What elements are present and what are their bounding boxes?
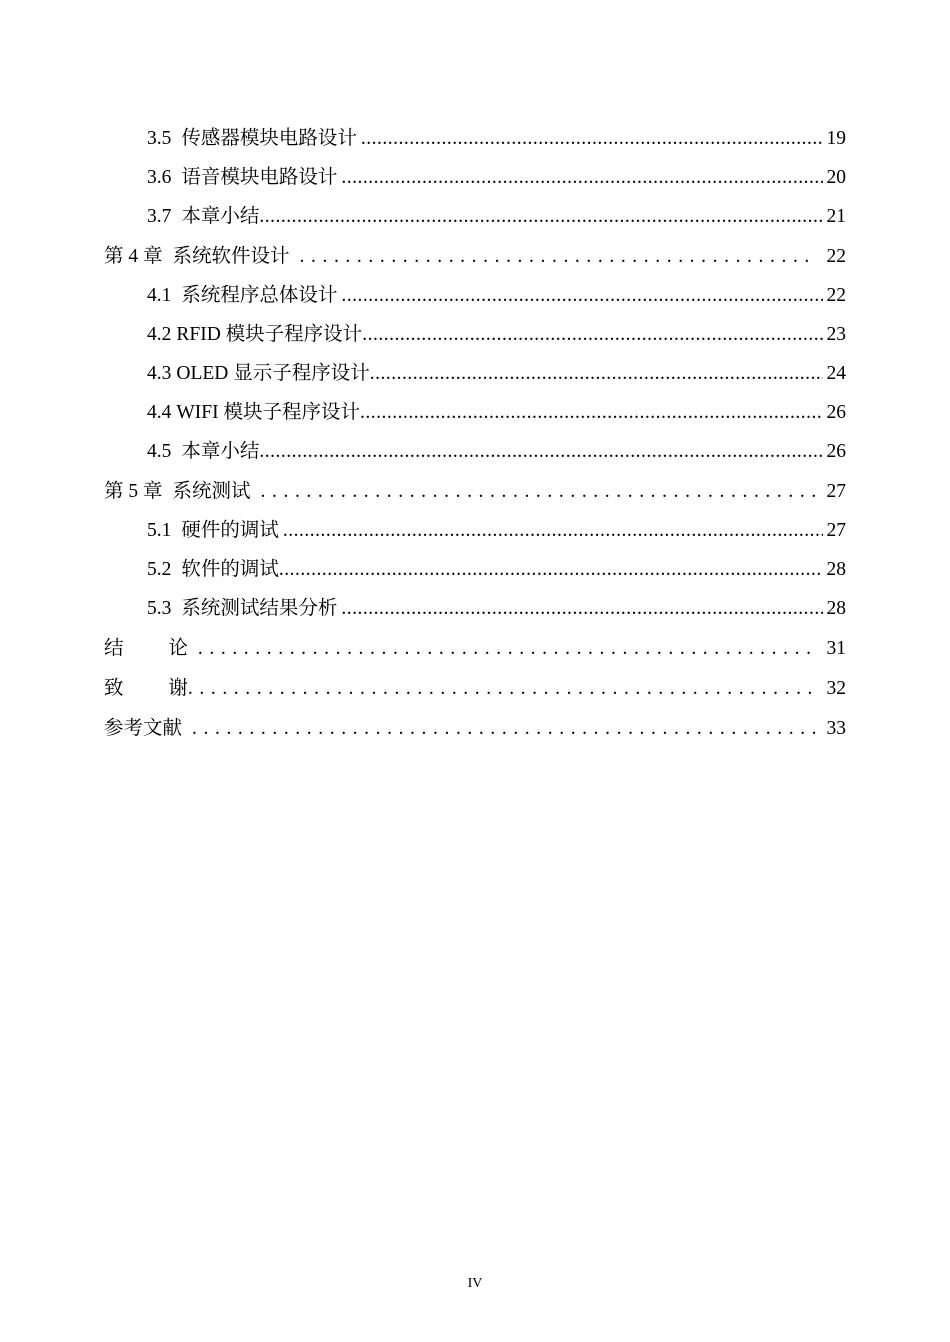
toc-entry-4-4[interactable]	[147, 398, 846, 428]
dot-leader	[341, 594, 822, 624]
page-number: 26	[826, 441, 846, 462]
toc-entry-4-5[interactable]	[147, 437, 846, 467]
toc-entry-label	[147, 516, 279, 546]
page-number: 23	[826, 324, 846, 345]
toc-entry-3-7[interactable]	[147, 202, 846, 232]
toc-acknowledgement[interactable]	[104, 674, 846, 704]
section-title: 硬件的调试	[181, 520, 279, 541]
section-number: 3.6	[147, 167, 172, 188]
page-number: 26	[826, 402, 846, 423]
page-number: 19	[826, 128, 846, 149]
chapter-title: 参考文献	[104, 718, 183, 739]
dot-leader	[361, 124, 823, 154]
toc-entry-label	[147, 437, 259, 467]
dot-leader	[370, 359, 823, 389]
chapter-title: 系统软件设计	[172, 246, 290, 267]
dot-leader	[300, 242, 817, 272]
toc-entry-label	[104, 634, 188, 664]
dot-leader	[188, 674, 817, 704]
chapter-title: 系统测试	[172, 481, 251, 502]
toc-entry-label	[147, 320, 362, 350]
page-number: 33	[826, 718, 846, 739]
dot-leader	[362, 320, 822, 350]
chapter-number: 第 4 章	[104, 246, 163, 267]
toc-entry-label	[147, 555, 279, 585]
chapter-number: 第 5 章	[104, 481, 163, 502]
page-number: 28	[826, 559, 846, 580]
section-title: 系统测试结果分析	[181, 598, 338, 619]
section-title: OLED 显示子程序设计	[176, 363, 370, 384]
dot-leader	[360, 398, 823, 428]
chapter-title: 致 谢	[104, 678, 188, 699]
toc-entry-5-3[interactable]	[147, 594, 846, 624]
section-title: RFID 模块子程序设计	[176, 324, 363, 345]
section-title: 系统程序总体设计	[181, 285, 338, 306]
toc-entry-4-1[interactable]	[147, 281, 846, 311]
dot-leader	[283, 516, 823, 546]
page-number: 22	[826, 246, 846, 267]
section-number: 5.1	[147, 520, 172, 541]
dot-leader	[341, 281, 822, 311]
toc-entry-3-6[interactable]	[147, 163, 846, 193]
section-title: 语音模块电路设计	[181, 167, 338, 188]
toc-references[interactable]	[104, 714, 846, 744]
page-number: 31	[826, 638, 846, 659]
page-number: 20	[826, 167, 846, 188]
section-number: 4.5	[147, 441, 172, 462]
toc-entry-label	[147, 359, 370, 389]
page-number: 27	[826, 481, 846, 502]
chapter-title: 结 论	[104, 638, 188, 659]
section-title: 软件的调试	[181, 559, 279, 580]
toc-entry-4-3[interactable]	[147, 359, 846, 389]
footer-page-number: IV	[467, 1276, 483, 1291]
section-number: 5.3	[147, 598, 172, 619]
dot-leader	[261, 477, 817, 507]
toc-entry-5-2[interactable]	[147, 555, 846, 585]
toc-entry-3-5[interactable]	[147, 124, 846, 154]
section-number: 3.7	[147, 206, 172, 227]
page-number: 28	[826, 598, 846, 619]
section-title: 本章小结	[181, 206, 260, 227]
toc-entry-4-2[interactable]	[147, 320, 846, 350]
toc-entry-label	[147, 163, 337, 193]
page-number: 27	[826, 520, 846, 541]
toc-conclusion[interactable]	[104, 634, 846, 664]
dot-leader	[192, 714, 816, 744]
dot-leader	[259, 437, 822, 467]
section-title: 本章小结	[181, 441, 260, 462]
toc-entry-label	[147, 398, 360, 428]
toc-entry-5-1[interactable]	[147, 516, 846, 546]
section-number: 4.2	[147, 324, 172, 345]
toc-chapter-4[interactable]	[104, 242, 846, 272]
toc-chapter-5[interactable]	[104, 477, 846, 507]
toc-entry-label	[104, 242, 290, 272]
section-number: 3.5	[147, 128, 172, 149]
page-number: 21	[826, 206, 846, 227]
toc-entry-label	[104, 674, 188, 704]
page-number: 22	[826, 285, 846, 306]
section-title: WIFI 模块子程序设计	[176, 402, 360, 423]
toc-entry-label	[104, 477, 251, 507]
toc-entry-label	[147, 594, 337, 624]
toc-entry-label	[147, 281, 337, 311]
toc-entry-label	[104, 714, 182, 744]
section-number: 4.4	[147, 402, 172, 423]
toc-entry-label	[147, 124, 357, 154]
dot-leader	[279, 555, 823, 585]
section-title: 传感器模块电路设计	[181, 128, 357, 149]
page-number: 32	[826, 678, 846, 699]
section-number: 4.1	[147, 285, 172, 306]
dot-leader	[341, 163, 822, 193]
dot-leader	[259, 202, 822, 232]
section-number: 5.2	[147, 559, 172, 580]
dot-leader	[198, 634, 817, 664]
toc-entry-label	[147, 202, 259, 232]
section-number: 4.3	[147, 363, 172, 384]
page-number: 24	[826, 363, 846, 384]
